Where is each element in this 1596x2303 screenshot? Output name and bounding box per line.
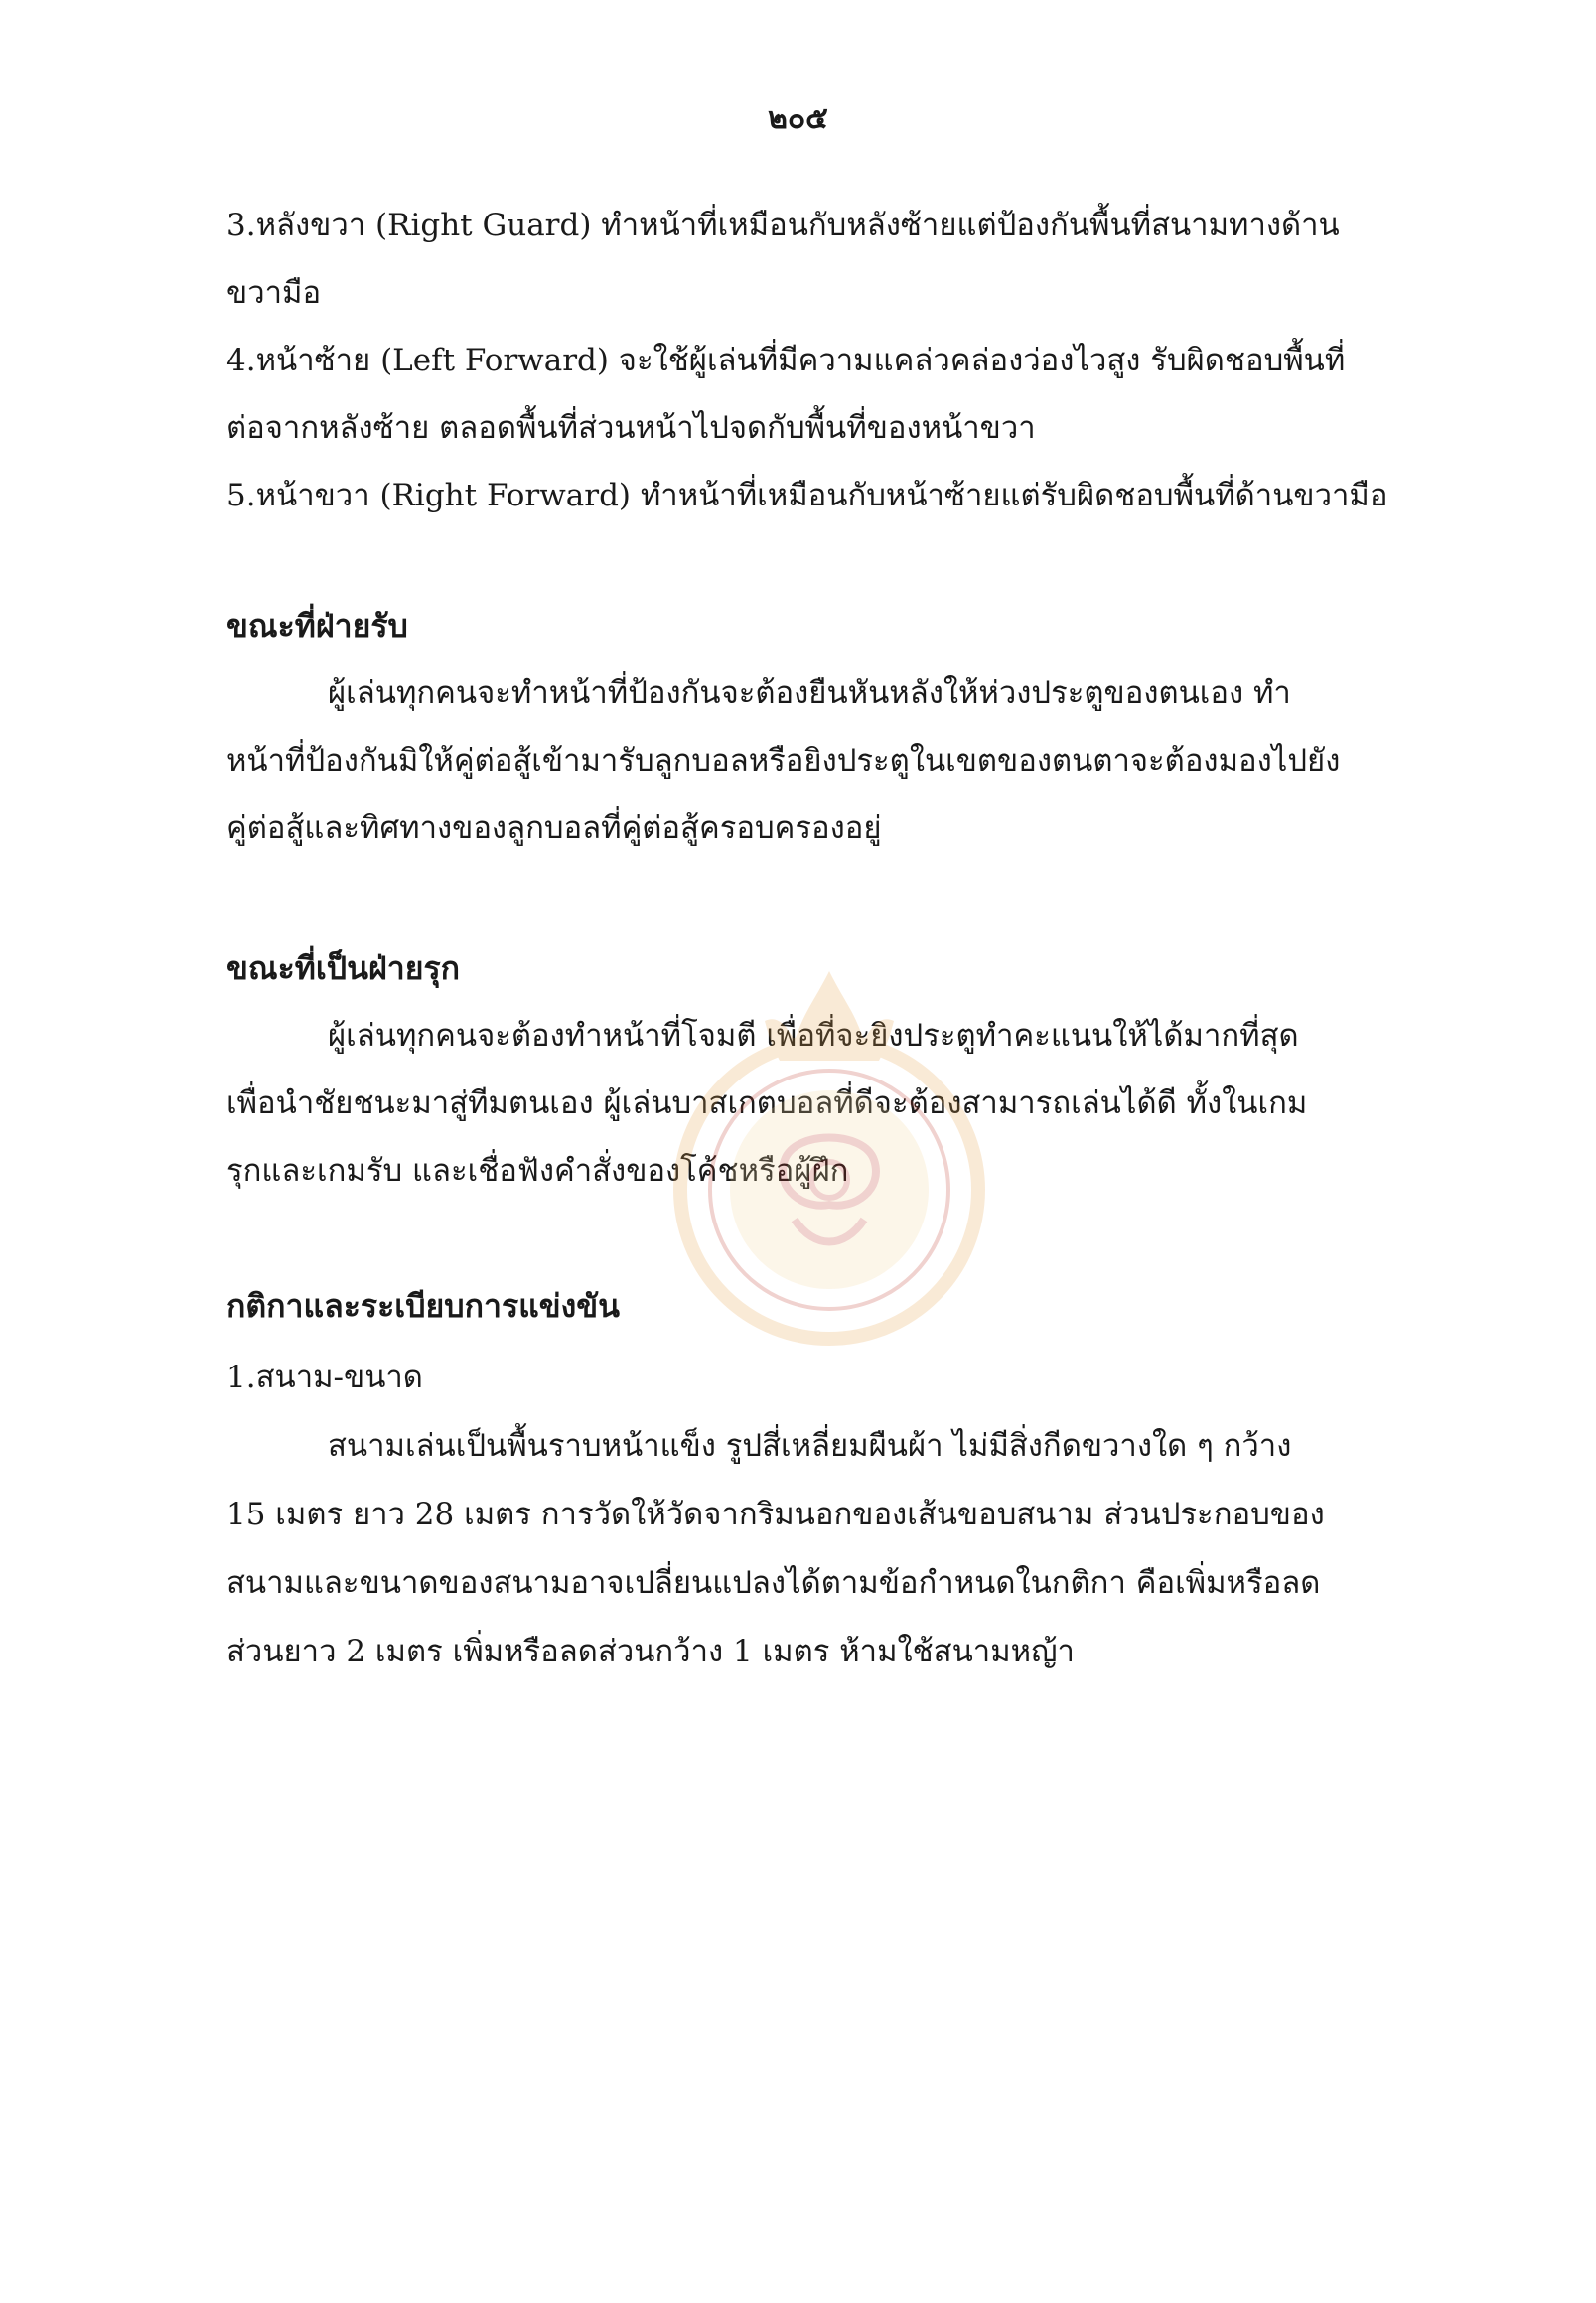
rules-paragraph-line: สนามและขนาดของสนามอาจเปลี่ยนแปลงได้ตามข้อกำหนดในกติกา คือเพิ่มหรือลด — [226, 1565, 1321, 1601]
defense-paragraph-line: คู่ต่อสู้และทิศทางของลูกบอลที่คู่ต่อสู้ครอบครองอยู่ — [226, 810, 882, 846]
defense-heading: ขณะที่ฝ่ายรับ — [226, 607, 408, 645]
position-item-5-line-1: 5.หน้าขวา (Right Forward) ทำหน้าที่เหมือนกับหน้าซ้ายแต่รับผิดชอบพื้นที่ด้านขวามือ — [226, 478, 1388, 513]
rules-subheading: 1.สนาม-ขนาด — [226, 1360, 423, 1395]
offense-paragraph-line: รุกและเกมรับ และเชื่อฟังคำสั่งของโค้ชหรือผู้ฝึก — [226, 1153, 849, 1189]
position-item-4-line-1: 4.หน้าซ้าย (Left Forward) จะใช้ผู้เล่นที่มีความแคล่วคล่องว่องไวสูง รับผิดชอบพื้นที่ — [226, 343, 1346, 378]
offense-heading: ขณะที่เป็นฝ่ายรุก — [226, 949, 460, 987]
rules-heading: กติกาและระเบียบการแข่งขัน — [226, 1287, 621, 1325]
position-item-4-line-2: ต่อจากหลังซ้าย ตลอดพื้นที่ส่วนหน้าไปจดกับพื้นที่ของหน้าขวา — [226, 410, 1036, 446]
rules-paragraph-line: 15 เมตร ยาว 28 เมตร การวัดให้วัดจากริมนอกของเส้นขอบสนาม ส่วนประกอบของ — [226, 1497, 1325, 1532]
defense-paragraph-line: หน้าที่ป้องกันมิให้คู่ต่อสู้เข้ามารับลูกบอลหรือยิงประตูในเขตของตนตาจะต้องมองไปยัง — [226, 743, 1341, 779]
position-item-3-line-1: 3.หลังขวา (Right Guard) ทำหน้าที่เหมือนกับหลังซ้ายแต่ป้องกันพื้นที่สนามทางด้าน — [226, 208, 1340, 243]
page-number: ๒๐๕ — [768, 101, 828, 136]
defense-paragraph-line: ผู้เล่นทุกคนจะทำหน้าที่ป้องกันจะต้องยืนหันหลังให้ห่วงประตูของตนเอง ทำ — [328, 675, 1291, 711]
offense-paragraph-line: ผู้เล่นทุกคนจะต้องทำหน้าที่โจมตี เพื่อที่จะยิงประตูทำคะแนนให้ได้มากที่สุด — [328, 1018, 1299, 1054]
position-item-3-line-2: ขวามือ — [226, 275, 322, 311]
rules-paragraph-line: สนามเล่นเป็นพื้นราบหน้าแข็ง รูปสี่เหลี่ยมผืนผ้า ไม่มีสิ่งกีดขวางใด ๆ กว้าง — [328, 1428, 1292, 1464]
offense-paragraph-line: เพื่อนำชัยชนะมาสู่ทีมตนเอง ผู้เล่นบาสเกตบอลที่ดีจะต้องสามารถเล่นได้ดี ทั้งในเกม — [226, 1085, 1308, 1121]
rules-paragraph-line: ส่วนยาว 2 เมตร เพิ่มหรือลดส่วนกว้าง 1 เมตร ห้ามใช้สนามหญ้า — [226, 1634, 1075, 1669]
